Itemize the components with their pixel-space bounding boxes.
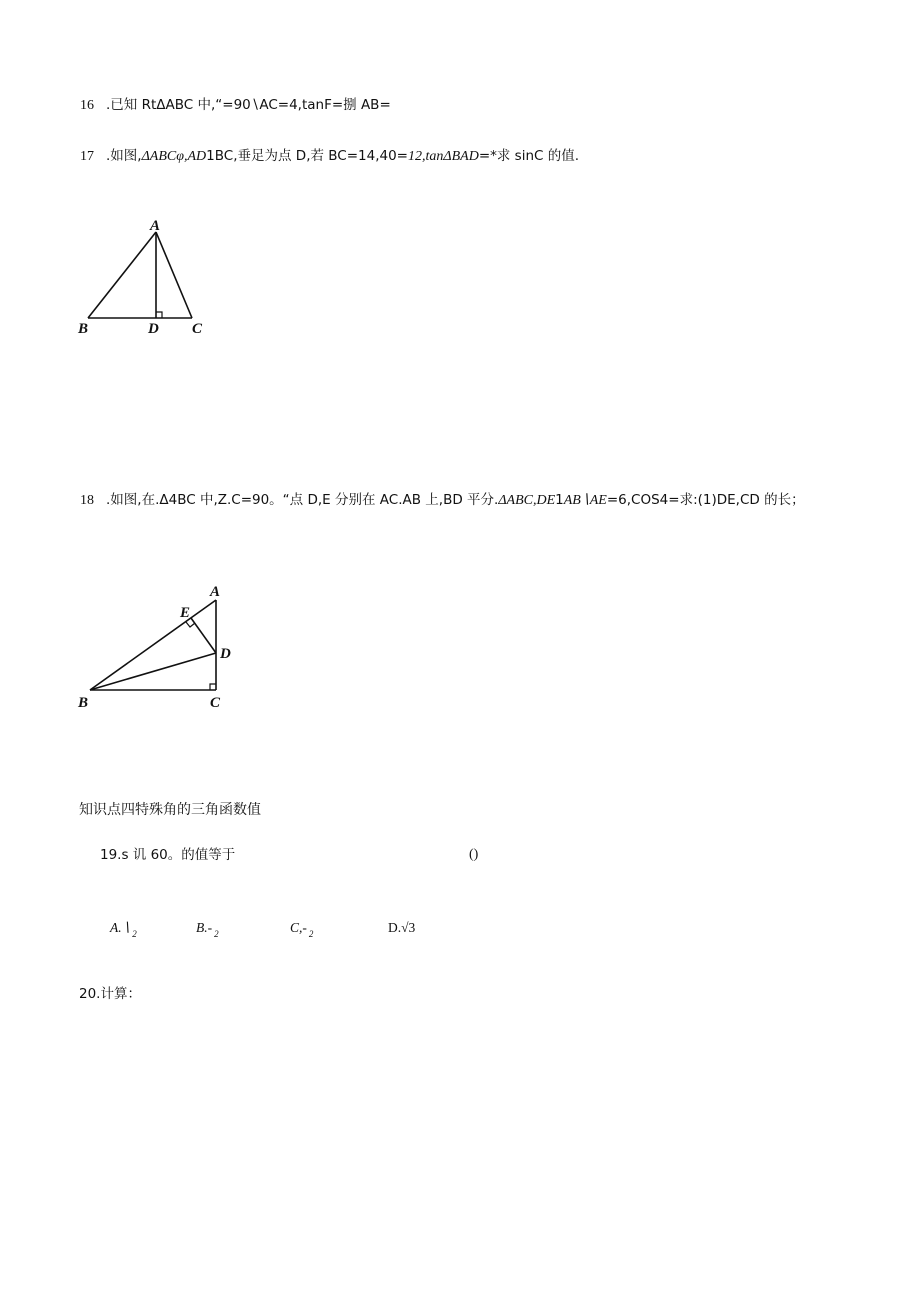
- question-18: [80, 491, 805, 510]
- label-c: C: [210, 695, 221, 711]
- triangle-figure-2: [70, 580, 250, 715]
- question-text-b: ΔABCφ,AD: [141, 149, 207, 164]
- question-number: 16: [80, 98, 94, 113]
- section-title: 知识点四特殊角的三角函数值: [79, 802, 261, 818]
- question-text-a: .如图,在.Δ4BC 中,Z.C=90。“点 D,E 分别在 AC.AB 上,BD 平分.: [106, 492, 499, 508]
- label-a: A: [150, 218, 161, 234]
- option-label: D.√3: [388, 920, 416, 935]
- question-16: [80, 96, 391, 115]
- question-17: [80, 147, 579, 166]
- question-text-b: ΔABC,DE: [498, 493, 556, 508]
- option-label: C,-: [290, 920, 307, 935]
- label-c: C: [192, 321, 203, 337]
- right-angle-mark-c: [210, 684, 216, 690]
- question-number: 17: [80, 149, 94, 164]
- option-subscript: 2: [132, 929, 137, 939]
- label-e: E: [180, 605, 191, 621]
- question-text-c: 1BC,垂足为点 D,若 BC=14,40=: [206, 148, 408, 164]
- label-b: B: [78, 321, 89, 337]
- label-a: A: [210, 584, 221, 600]
- option-d: [388, 920, 415, 936]
- answer-paren: (): [469, 847, 479, 862]
- option-subscript: 2: [308, 929, 314, 939]
- option-c: [290, 920, 314, 939]
- question-text-d: 12,tanΔBAD: [408, 149, 479, 164]
- label-b: B: [78, 695, 89, 711]
- side-ab: [88, 232, 156, 318]
- side-ac: [156, 232, 192, 318]
- label-d: D: [220, 646, 231, 662]
- question-text: .已知 RtΔABC 中,“=90∖AC=4,tanF=捌 AB=: [106, 97, 391, 113]
- option-label: A.∖: [110, 920, 131, 935]
- question-text-c: 1: [555, 492, 564, 508]
- question-text-a: .如图,: [106, 148, 142, 164]
- question-20: 20.计算：: [79, 986, 141, 1002]
- triangle-figure-1: [70, 210, 230, 340]
- label-d: D: [148, 321, 159, 337]
- question-19: 19.s 讥 60。的值等于: [100, 847, 236, 863]
- option-b: [196, 920, 219, 939]
- question-text-e: =*求 sinC 的值.: [478, 148, 580, 164]
- question-text-e: =6,COS4=求:(1)DE,CD 的长；: [606, 492, 805, 508]
- option-subscript: 2: [214, 929, 219, 939]
- right-angle-mark: [156, 312, 162, 318]
- side-ba: [90, 600, 216, 690]
- bisector-bd: [90, 653, 216, 690]
- question-text-d: AB∖AE: [563, 493, 607, 508]
- option-a: [110, 920, 137, 939]
- question-number: 18: [80, 493, 94, 508]
- option-label: B.-: [196, 920, 213, 935]
